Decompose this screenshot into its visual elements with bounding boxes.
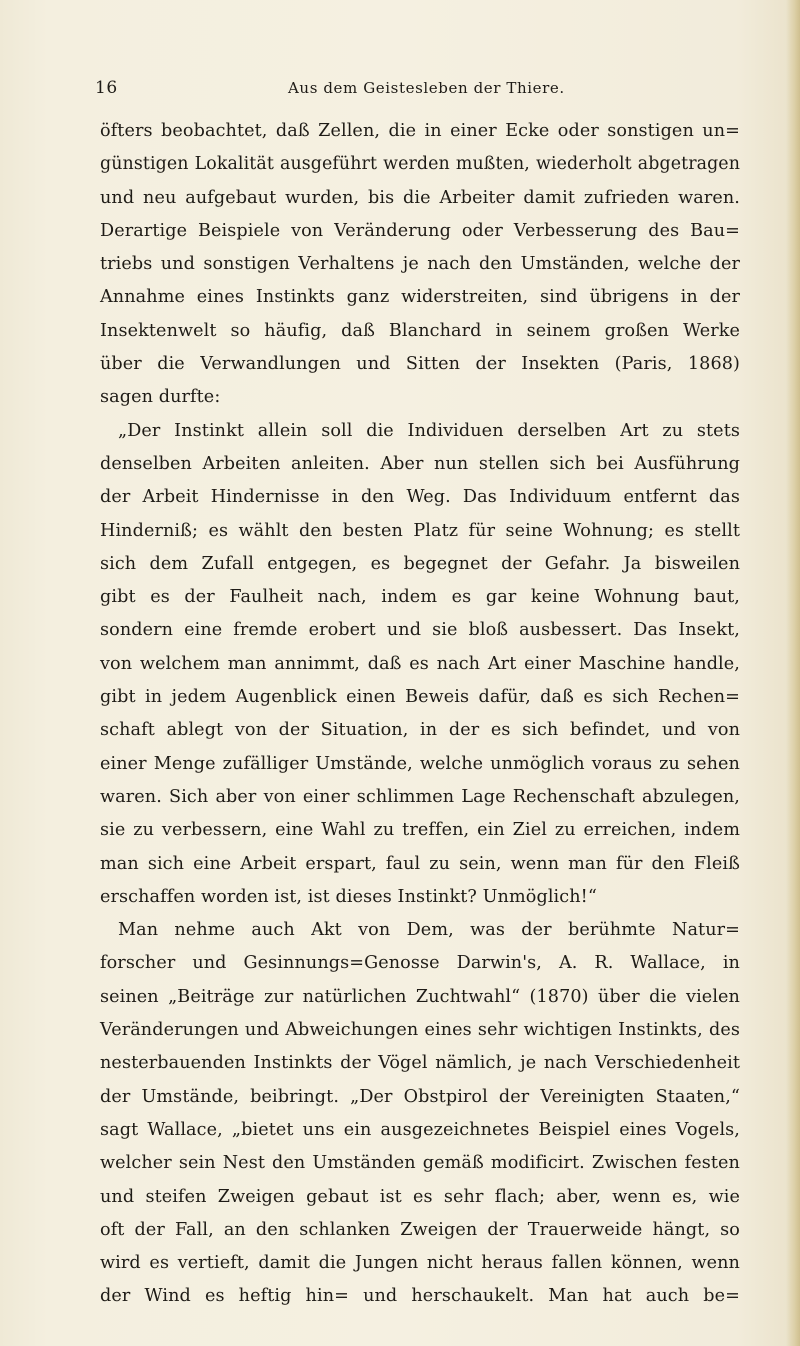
body-text: [100, 115, 740, 1314]
text-line: öfters beobachtet, daß Zellen, die in einer Ecke oder sonstigen un=: [100, 121, 740, 141]
text-line: erschaffen worden ist, ist dieses Instinkt? Unmöglich!“: [100, 886, 597, 907]
text-line: der Wind es heftig hin= und herschaukelt. Man hat auch be=: [100, 1286, 740, 1307]
text-line: Veränderungen und Abweichungen eines sehr wichtigen Instinkts, des: [100, 1020, 740, 1041]
text-line: seinen „Beiträge zur natürlichen Zuchtwahl“ (1870) über die vielen: [100, 986, 740, 1007]
text-line: und steifen Zweigen gebaut ist es sehr flach; aber, wenn es, wie: [100, 1186, 740, 1207]
text-line: von welchem man annimmt, daß es nach Art einer Maschine handle,: [100, 653, 740, 674]
text-line: denselben Arbeiten anleiten. Aber nun stellen sich bei Ausführung: [100, 453, 740, 474]
text-line: über die Verwandlungen und Sitten der Insekten (Paris, 1868): [100, 354, 740, 375]
text-line: „Der Instinkt allein soll die Individuen derselben Art zu stets: [118, 420, 740, 441]
text-line: oft der Fall, an den schlanken Zweigen der Trauerweide hängt, so: [100, 1219, 740, 1240]
text-line: Man nehme auch Akt von Dem, was der berühmte Natur=: [118, 920, 740, 941]
text-line: sagen durfte:: [100, 387, 221, 408]
text-line: günstigen Lokalität ausgeführt werden mußten, wiederholt abgetragen: [100, 154, 740, 175]
page-number: 16: [95, 78, 118, 98]
text-line: gibt es der Faulheit nach, indem es gar keine Wohnung baut,: [100, 587, 740, 608]
text-line: Derartige Beispiele von Veränderung oder Verbesserung des Bau=: [100, 220, 740, 241]
text-line: sondern eine fremde erobert und sie bloß ausbessert. Das Insekt,: [100, 620, 740, 641]
text-line: nesterbauenden Instinkts der Vögel nämlich, je nach Verschiedenheit: [100, 1053, 740, 1074]
text-line: Insektenwelt so häufig, daß Blanchard in seinem großen Werke: [100, 320, 740, 341]
text-line: forscher und Gesinnungs=Genosse Darwin's, A. R. Wallace, in: [100, 953, 740, 974]
text-line: welcher sein Nest den Umständen gemäß modificirt. Zwischen festen: [100, 1153, 740, 1174]
text-line: der Umstände, beibringt. „Der Obstpirol der Vereinigten Staaten,“: [100, 1086, 740, 1107]
text-line: sich dem Zufall entgegen, es begegnet der Gefahr. Ja bisweilen: [100, 553, 740, 574]
page-edge-shadow: [786, 0, 800, 1346]
text-line: sagt Wallace, „bietet uns ein ausgezeichnetes Beispiel eines Vogels,: [100, 1119, 740, 1140]
text-line: wird es vertieft, damit die Jungen nicht heraus fallen können, wenn: [100, 1253, 740, 1274]
text-line: man sich eine Arbeit erspart, faul zu sein, wenn man für den Fleiß: [100, 853, 740, 874]
text-line: waren. Sich aber von einer schlimmen Lage Rechenschaft abzulegen,: [100, 786, 740, 807]
text-line: der Arbeit Hindernisse in den Weg. Das Individuum entfernt das: [100, 487, 740, 508]
page-header: [95, 78, 735, 104]
text-line: und neu aufgebaut wurden, bis die Arbeiter damit zufrieden waren.: [100, 187, 740, 208]
text-line: einer Menge zufälliger Umstände, welche unmöglich voraus zu sehen: [100, 753, 740, 774]
text-line: sie zu verbessern, eine Wahl zu treffen, ein Ziel zu erreichen, indem: [100, 820, 740, 841]
text-line: gibt in jedem Augenblick einen Beweis dafür, daß es sich Rechen=: [100, 687, 740, 708]
running-head: Aus dem Geistesleben der Thiere.: [288, 79, 565, 97]
text-line: triebs und sonstigen Verhaltens je nach den Umständen, welche der: [100, 254, 740, 275]
text-line: Hinderniß; es wählt den besten Platz für seine Wohnung; es stellt: [100, 520, 740, 541]
text-line: schaft ablegt von der Situation, in der es sich befindet, und von: [100, 720, 740, 741]
text-line: Annahme eines Instinkts ganz widerstreiten, sind übrigens in der: [100, 287, 740, 308]
